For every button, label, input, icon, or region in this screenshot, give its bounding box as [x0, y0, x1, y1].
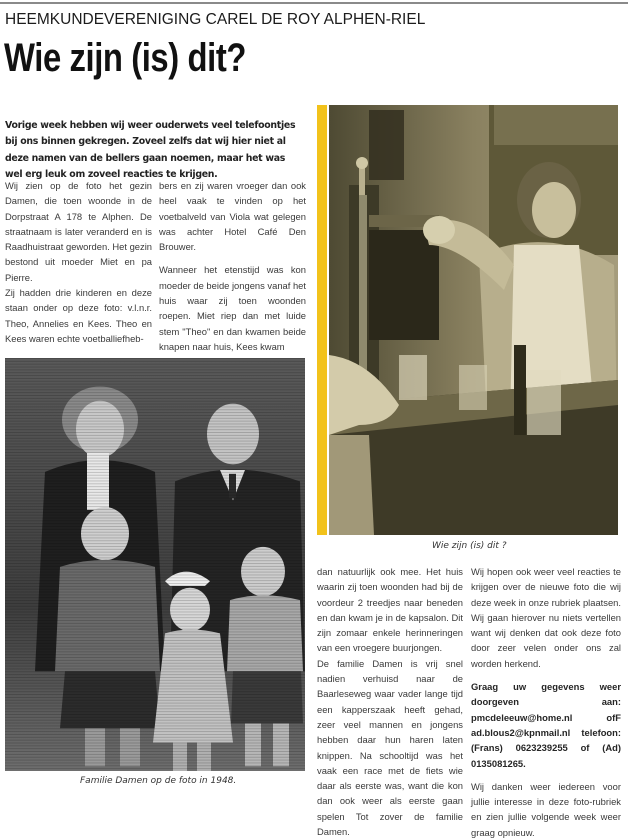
paragraph: dan natuurlijk ook mee. Het huis waarin zij toen woonden had bij de voordeur 2 treedjes naar beneden en dan kwam je in de kapsalon. Dit zijn zomaar enkele herinneringen van een vroegere buurjongen.: [317, 566, 463, 654]
lead-paragraph: Vorige week hebben wij weer ouderwets veel telefoontjes bij ons binnen gekregen. Zoveel zelfs dat wij hier niet al deze namen van de bellers gaan noemen, maar het was wel erg leuk om zoveel reacties te krijgen.: [5, 120, 296, 180]
paragraph: Zij hadden drie kinderen en deze staan onder op deze foto: v.l.n.r. Theo, Annelies en Kees. Theo en Kees waren echte voetballiefheb-: [5, 287, 152, 344]
article-column-4: [471, 564, 621, 840]
paragraph: Wij hopen ook weer veel reacties te krijgen over de nieuwe foto die wij deze week in onze rubriek plaatsen. Wij gaan hierover nu niets vertellen want wij denken dat ook deze foto door zeer velen onder ons zal worden herkend.: [471, 566, 621, 669]
paragraph: bers en zij waren vroeger dan ook heel vaak te vinden op het voetbalveld van Viola wat gelegen was achter Hotel Café Den Brouwer.: [159, 180, 306, 253]
bar-photo: [329, 105, 618, 535]
accent-bar: [317, 105, 327, 535]
paragraph: Wanneer het etenstijd was kon moeder de beide jongens vanaf het huis waar zij toen woonden roepen. Miet riep dan met luide stem "Theo" en dan kwamen beide knapen naar huis, Kees kwam: [159, 264, 306, 352]
section-kicker: HEEMKUNDEVERENIGING CAREL DE ROY ALPHEN-RIEL: [5, 11, 426, 28]
article-column-3: [317, 564, 463, 839]
article-column-1: [5, 178, 152, 346]
paragraph: Wij danken weer iedereen voor jullie interesse in deze foto-rubriek en zien jullie volgende week weer graag opnieuw.: [471, 780, 621, 838]
top-rule: [0, 2, 628, 4]
family-photo-caption: Familie Damen op de foto in 1948.: [80, 776, 237, 786]
contact-paragraph: Graag uw gegevens weer doorgeven aan: pmcdeleeuw@home.nl ofF ad.blous2@kpnmail.nl telefoon: (Frans) 0623239255 of (Ad) 0135081265.: [471, 681, 621, 769]
article-column-2: [159, 178, 306, 354]
family-photo: [5, 358, 305, 771]
paragraph: De familie Damen is vrij snel nadien verhuisd naar de Baarleseweg waar vader lange tijd een kapperszaak heeft gehad, zeer veel mannen en jongens hebben daar hun haren laten knippen. Na schooltijd was het vaak een race met de fiets wie daar als eerste was, want die kon dan ook weer als eerste gaan spelen Tot zover de familie Damen.: [317, 657, 463, 838]
page-title: Wie zijn (is) dit?: [4, 36, 246, 80]
bar-photo-caption: Wie zijn (is) dit ?: [432, 541, 507, 551]
paragraph: Wij zien op de foto het gezin Damen, die toen woonde in de Dorpstraat A 178 te Alphen. De straatnaam is later veranderd en is Raadhuistraat geworden. Het gezin bestond uit moeder Miet en pa Pierre.: [5, 180, 152, 283]
